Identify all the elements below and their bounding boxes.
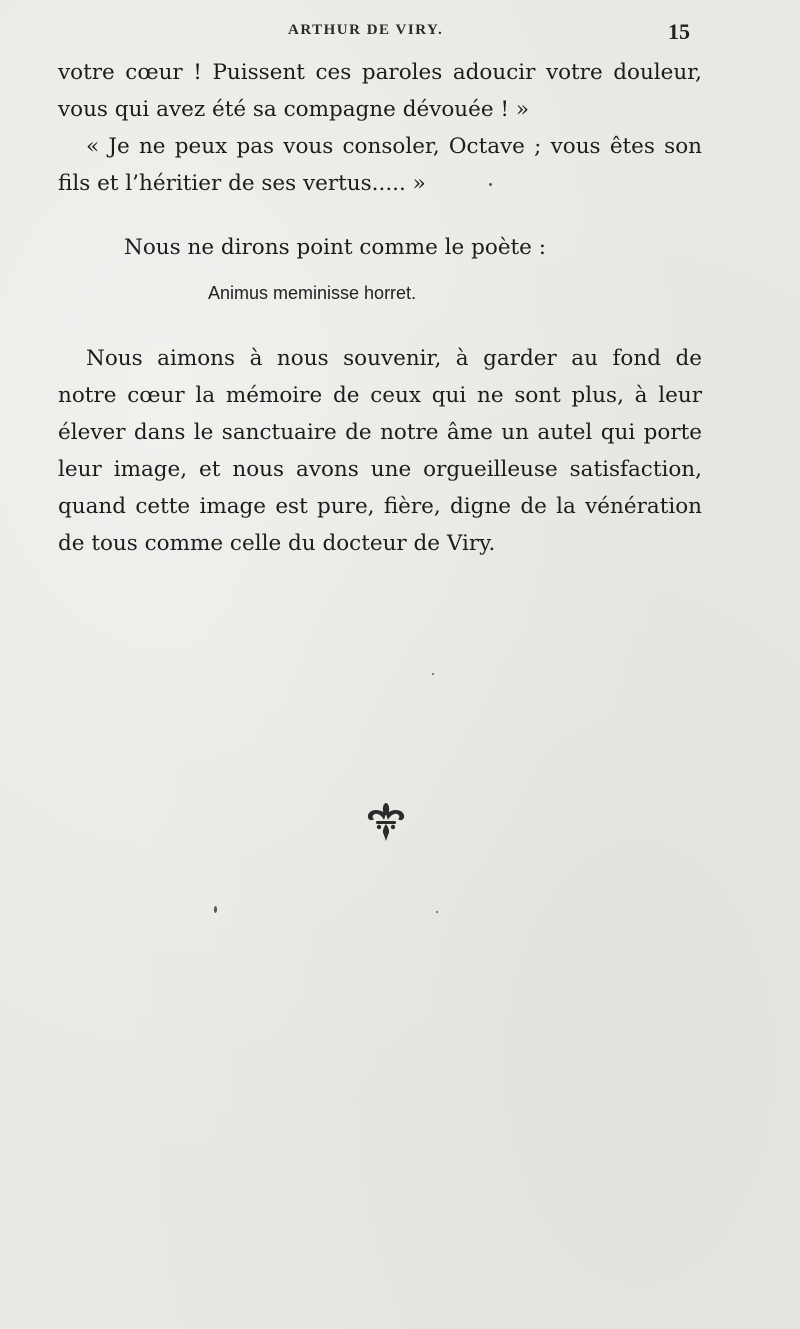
paper-speck xyxy=(489,183,492,186)
text-line: vous qui avez été sa compagne dévouée ! » xyxy=(58,97,530,122)
paper-speck xyxy=(214,906,217,913)
text-line: leur image, et nous avons une orgueilleuse satisfaction, xyxy=(58,457,702,482)
continuation-text xyxy=(58,54,702,202)
page-number: 15 xyxy=(668,19,690,44)
text-line: quand cette image est pure, fière, digne de la vénération xyxy=(58,494,702,519)
paper-speck xyxy=(436,911,438,913)
text-line: de tous comme celle du docteur de Viry. xyxy=(58,531,496,556)
text-line: votre cœur ! Puissent ces paroles adoucir votre douleur, xyxy=(58,60,702,85)
text-line: Nous aimons à nous souvenir, à garder au fond de xyxy=(86,346,702,371)
text-line: fils et l’héritier de ses vertus..... » xyxy=(58,171,426,196)
text-line: élever dans le sanctuaire de notre âme un autel qui porte xyxy=(58,420,702,445)
paper-speck xyxy=(432,673,434,675)
main-paragraph xyxy=(58,340,702,562)
latin-quotation: Animus meminisse horret. xyxy=(208,283,417,303)
text-line: notre cœur la mémoire de ceux qui ne sont plus, à leur xyxy=(58,383,702,408)
fleuron-icon xyxy=(364,800,408,842)
running-title: ARTHUR DE VIRY. xyxy=(288,22,444,38)
text-line: « Je ne peux pas vous consoler, Octave ; vous êtes son xyxy=(86,134,702,159)
running-head xyxy=(0,19,800,46)
quote-intro: Nous ne dirons point comme le poète : xyxy=(124,235,546,260)
